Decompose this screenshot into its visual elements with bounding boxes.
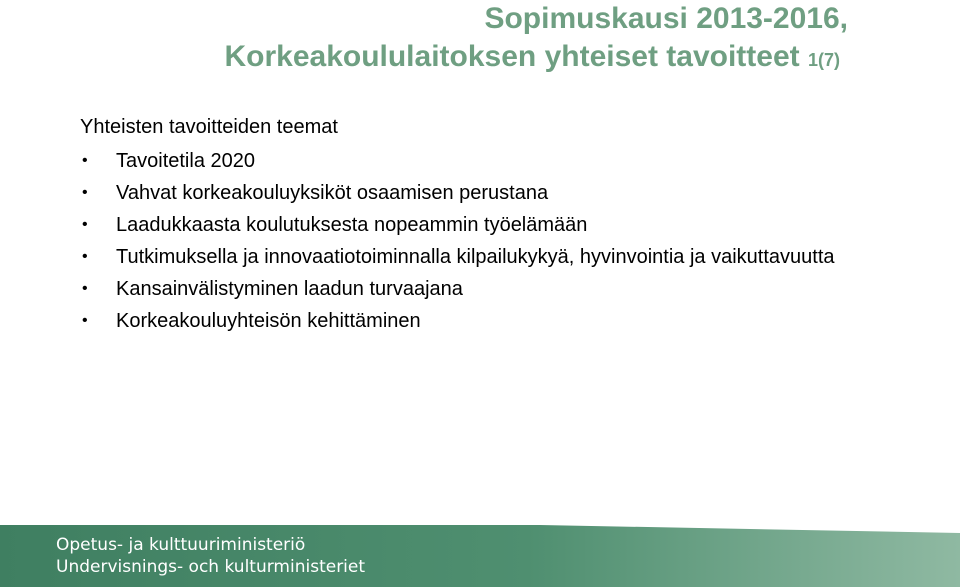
bullet-icon: • — [82, 312, 88, 329]
bullet-icon: • — [82, 280, 88, 297]
ministry-name-swedish: Undervisnings- och kulturministeriet — [56, 557, 366, 577]
ministry-name-finnish: Opetus- ja kulttuuriministeriö — [56, 535, 306, 555]
title-line-2-text: Korkeakoululaitoksen yhteiset tavoitteet — [224, 39, 800, 73]
bullet-text: Laadukkaasta koulutuksesta nopeammin työelämään — [116, 214, 588, 236]
ministry-footer — [0, 525, 960, 587]
bullet-icon: • — [82, 248, 88, 265]
bullet-text: Kansainvälistyminen laadun turvaajana — [116, 278, 463, 300]
bullet-item — [80, 148, 836, 174]
bullet-text: Vahvat korkeakouluyksiköt osaamisen perustana — [116, 182, 549, 204]
bullet-text: Tutkimuksella ja innovaatiotoiminnalla kilpailukykyä, hyvinvointia ja vaikuttavuutta — [116, 246, 835, 268]
title-line-1: Sopimuskausi 2013-2016, — [484, 2, 848, 35]
bullet-icon: • — [82, 184, 88, 201]
bullet-item — [80, 212, 836, 238]
slide-title — [224, 0, 848, 75]
title-line-2 — [224, 38, 840, 76]
bullet-icon: • — [82, 152, 88, 169]
bullet-text: Korkeakouluyhteisön kehittäminen — [116, 310, 421, 332]
bullet-icon: • — [82, 216, 88, 233]
bullet-text: Tavoitetila 2020 — [116, 150, 255, 172]
bullet-item — [80, 276, 836, 302]
footer-notch-decoration — [540, 525, 960, 533]
bullet-item — [80, 244, 836, 270]
ministry-name — [56, 534, 365, 578]
bullet-item — [80, 308, 836, 334]
title-page-indicator: 1(7) — [807, 49, 840, 70]
bullet-list — [80, 148, 900, 334]
slide-content — [80, 114, 900, 340]
section-heading: Yhteisten tavoitteiden teemat — [80, 116, 338, 138]
bullet-item — [80, 180, 836, 206]
